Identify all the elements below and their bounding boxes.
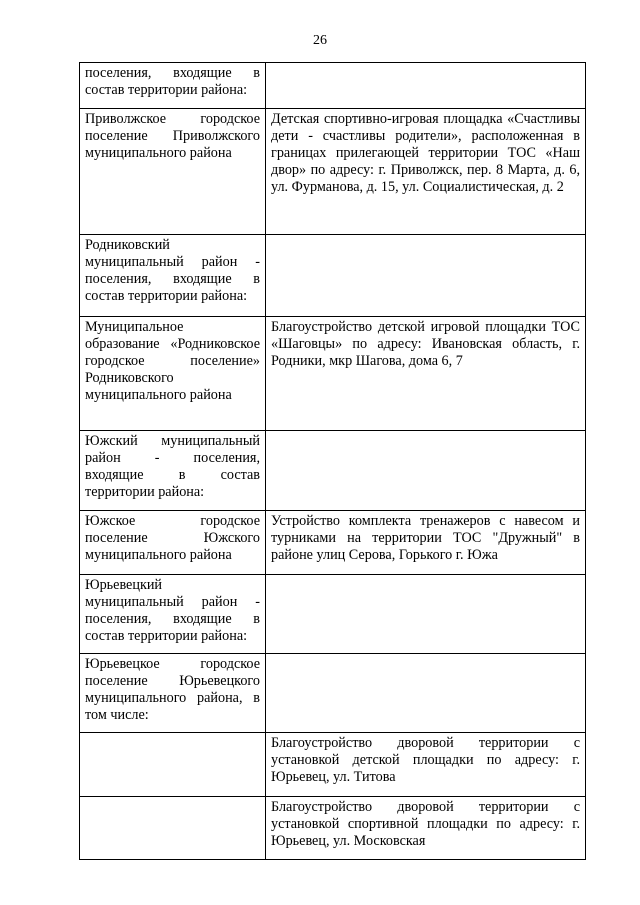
table-row: [80, 575, 586, 654]
table-cell-project: [266, 235, 586, 317]
table-cell-project: Устройство комплекта тренажеров с навесом и турниками на территории ТОС "Дружный" в районе улиц Серова, Горького г. Южа: [266, 511, 586, 575]
table-cell-territory: Приволжское городское поселение Приволжского муниципального района: [80, 109, 266, 235]
table-cell-project: Детская спортивно-игровая площадка «Счастливы дети - счастливы родители», расположенная в границах прилегающей территории ТОС «Наш двор» по адресу: г. Приволжск, пер. 8 Марта, д. 6, ул. Фурманова, д. 15, ул. Социалистическая, д. 2: [266, 109, 586, 235]
table-cell-territory: [80, 797, 266, 860]
table-cell-territory: Юрьевецкий муниципальный район - поселения, входящие в состав территории района:: [80, 575, 266, 654]
page-number: 26: [313, 33, 327, 48]
table-cell-project: [266, 63, 586, 109]
table-cell-project: [266, 654, 586, 733]
table-cell-project: Благоустройство дворовой территории с установкой детской площадки по адресу: г. Юрьевец, ул. Титова: [266, 733, 586, 797]
table-cell-territory: Родниковский муниципальный район - поселения, входящие в состав территории района:: [80, 235, 266, 317]
table-cell-territory: Муниципальное образование «Родниковское городское поселение» Родниковского муниципального района: [80, 317, 266, 431]
table-cell-territory: Южское городское поселение Южского муниципального района: [80, 511, 266, 575]
table-row: [80, 733, 586, 797]
table-row: [80, 235, 586, 317]
table-cell-territory: поселения, входящие в состав территории района:: [80, 63, 266, 109]
table-cell-territory: Юрьевецкое городское поселение Юрьевецкого муниципального района, в том числе:: [80, 654, 266, 733]
table-row: [80, 109, 586, 235]
table-row: [80, 317, 586, 431]
table-row: [80, 654, 586, 733]
settlements-table: [79, 62, 586, 860]
table-row: [80, 797, 586, 860]
table-cell-project: Благоустройство дворовой территории с установкой спортивной площадки по адресу: г. Юрьевец, ул. Московская: [266, 797, 586, 860]
table-cell-project: Благоустройство детской игровой площадки ТОС «Шаговцы» по адресу: Ивановская область, г. Родники, мкр Шагова, дома 6, 7: [266, 317, 586, 431]
table-cell-territory: Южский муниципальный район - поселения, входящие в состав территории района:: [80, 431, 266, 511]
table-cell-territory: [80, 733, 266, 797]
table-cell-project: [266, 431, 586, 511]
table-row: [80, 511, 586, 575]
table-row: [80, 431, 586, 511]
table-row: [80, 63, 586, 109]
table-cell-project: [266, 575, 586, 654]
